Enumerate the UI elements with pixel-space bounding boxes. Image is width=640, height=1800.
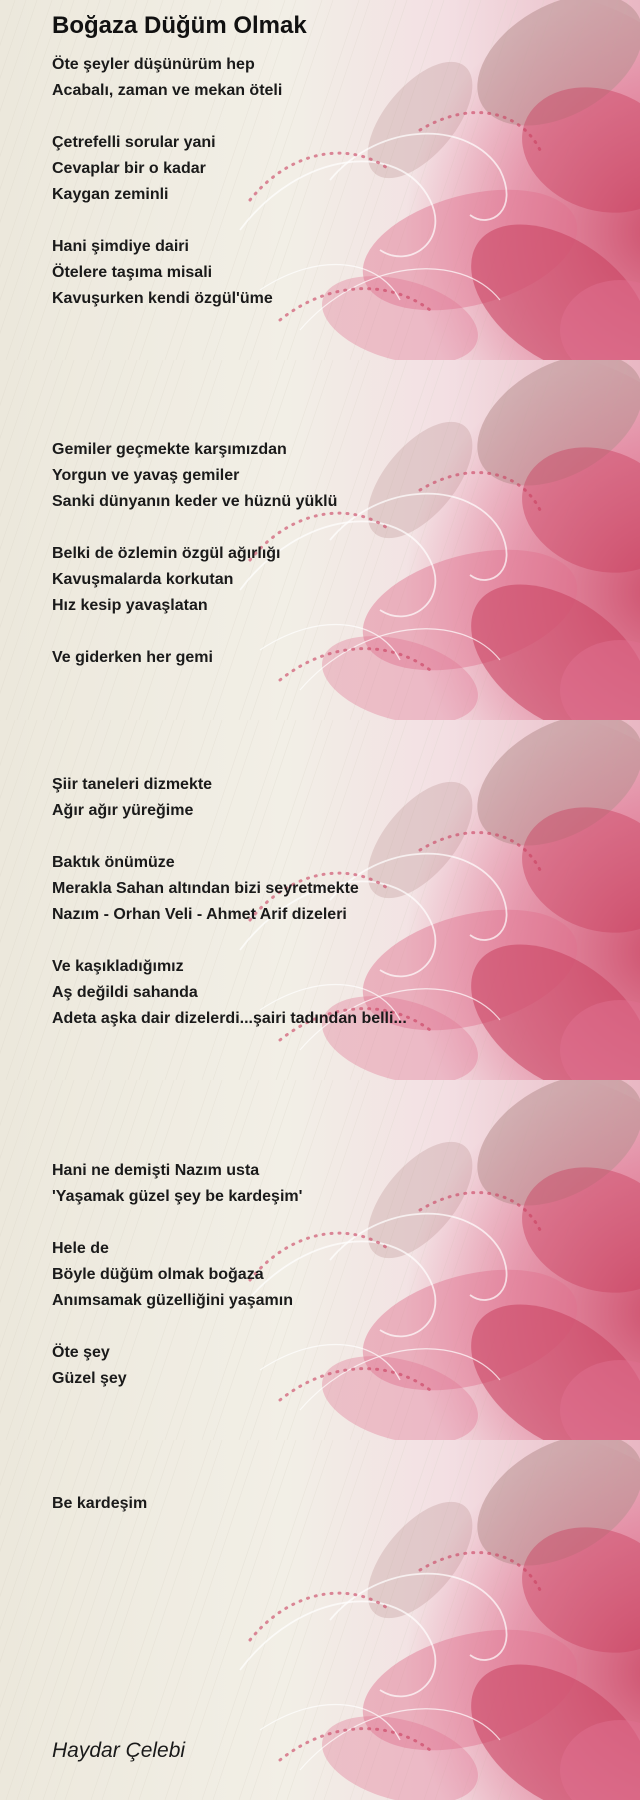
poem-line: Gemiler geçmekte karşımızdan: [52, 441, 287, 458]
poem-title: Boğaza Düğüm Olmak: [52, 12, 307, 39]
poem-line: Hani şimdiye dairi: [52, 238, 189, 255]
poem-line: Hız kesip yavaşlatan: [52, 597, 208, 614]
poem-line: Hele de: [52, 1240, 109, 1257]
poem-line: Böyle düğüm olmak boğaza: [52, 1266, 264, 1283]
poem-line: Çetrefelli sorular yani: [52, 134, 216, 151]
poem-author: Haydar Çelebi: [52, 1739, 186, 1762]
poem-line: Ve giderken her gemi: [52, 649, 213, 666]
poem-line: Şiir taneleri dizmekte: [52, 776, 213, 793]
poem-line: Kavuşmalarda korkutan: [52, 571, 234, 588]
poem-line: Ağır ağır yüreğime: [52, 802, 194, 819]
poem-line: Belki de özlemin özgül ağırlığı: [52, 545, 281, 562]
poem-line: Merakla Sahan altından bizi seyretmekte: [52, 880, 359, 897]
poem-line: Güzel şey: [52, 1370, 127, 1387]
poem-line: Sanki dünyanın keder ve hüznü yüklü: [52, 493, 338, 510]
poem-line: Baktık önümüze: [52, 854, 175, 871]
poem-line: Aş değildi sahanda: [52, 984, 198, 1001]
poem-line: Adeta aşka dair dizelerdi...şairi tadından belli...: [52, 1010, 407, 1027]
poem-line: Kaygan zeminli: [52, 186, 169, 203]
poem-line: Ve kaşıkladığımız: [52, 958, 184, 975]
poem-line: Acabalı, zaman ve mekan öteli: [52, 82, 283, 99]
poem-line: Be kardeşim: [52, 1495, 148, 1512]
poem-line: Öte şeyler düşünürüm hep: [52, 56, 255, 73]
poem-line: 'Yaşamak güzel şey be kardeşim': [52, 1188, 303, 1205]
poem-line: Yorgun ve yavaş gemiler: [52, 467, 240, 484]
poem-line: Nazım - Orhan Veli - Ahmet Arif dizeleri: [52, 906, 347, 923]
poem-line: Cevaplar bir o kadar: [52, 160, 206, 177]
poem-line: Ötelere taşıma misali: [52, 264, 213, 281]
poem-line: Kavuşurken kendi özgül'üme: [52, 290, 273, 307]
poem-line: Anımsamak güzelliğini yaşamın: [52, 1292, 293, 1309]
poem-line: Öte şey: [52, 1344, 110, 1361]
poem-line: Hani ne demişti Nazım usta: [52, 1162, 260, 1179]
